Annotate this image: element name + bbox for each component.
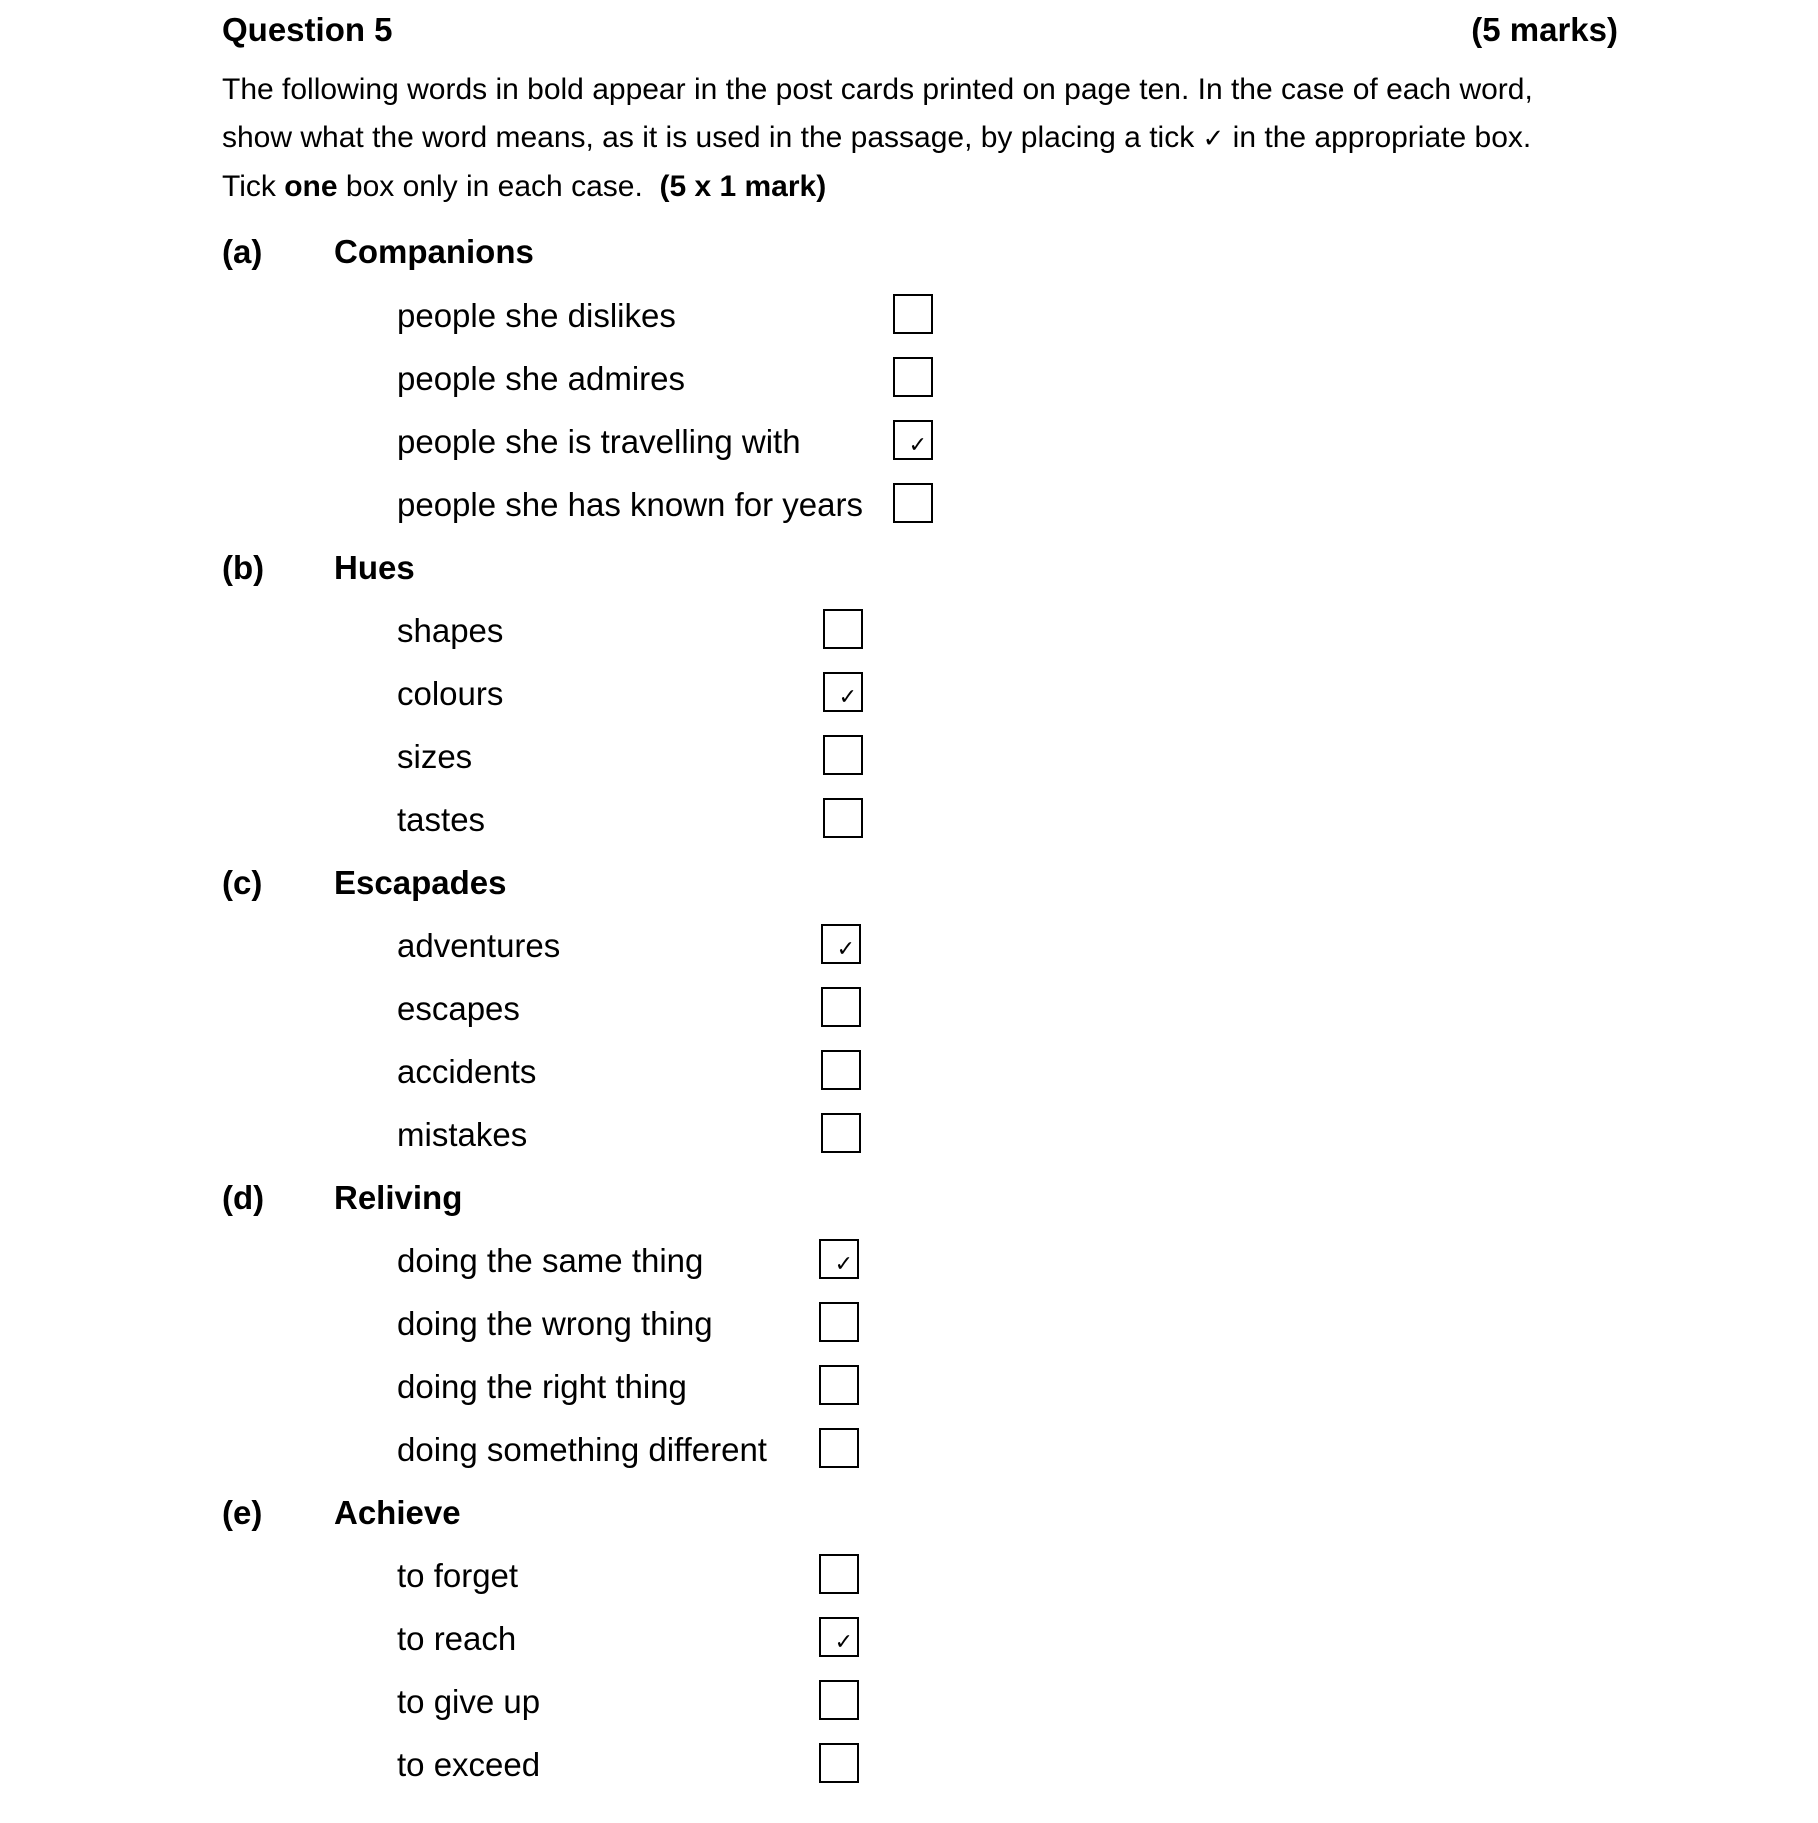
option-label: colours	[397, 675, 504, 712]
part-word: Escapades	[334, 864, 507, 901]
part-letter: (e)	[222, 1494, 263, 1531]
option-label: adventures	[397, 927, 561, 964]
option-checkbox-checked[interactable]	[819, 1617, 859, 1657]
option-label: people she dislikes	[397, 297, 676, 334]
instructions	[222, 66, 1618, 211]
option-label: accidents	[397, 1053, 537, 1090]
option-label: escapes	[397, 990, 520, 1027]
part-word: Reliving	[334, 1179, 463, 1216]
instructions-line-3: Tick one box only in each case. (5 x 1 mark)	[222, 170, 827, 203]
option-checkbox[interactable]	[823, 735, 863, 775]
option-label: mistakes	[397, 1116, 528, 1153]
checkmark-icon: ✓	[908, 433, 927, 458]
checkmark-icon: ✓	[834, 1252, 853, 1277]
option-label: doing the right thing	[397, 1368, 687, 1405]
checkmark-icon: ✓	[834, 1630, 853, 1655]
option-label: people she admires	[397, 360, 686, 397]
option-checkbox[interactable]	[819, 1428, 859, 1468]
instructions-line-1: The following words in bold appear in the post cards printed on page ten. In the case of each word,	[222, 73, 1533, 106]
option-checkbox-checked[interactable]	[893, 420, 933, 460]
part-letter: (d)	[222, 1179, 265, 1216]
question-marks: (5 marks)	[1471, 11, 1618, 48]
option-checkbox[interactable]	[819, 1302, 859, 1342]
part-letter: (c)	[222, 864, 263, 901]
option-checkbox[interactable]	[821, 987, 861, 1027]
option-checkbox[interactable]	[821, 1113, 861, 1153]
option-checkbox[interactable]	[819, 1365, 859, 1405]
option-checkbox[interactable]	[819, 1743, 859, 1783]
option-checkbox[interactable]	[823, 609, 863, 649]
part-letter: (b)	[222, 549, 265, 586]
option-label: shapes	[397, 612, 504, 649]
option-label: doing the same thing	[397, 1242, 704, 1279]
option-checkbox[interactable]	[893, 294, 933, 334]
option-checkbox-checked[interactable]	[823, 672, 863, 712]
option-checkbox[interactable]	[819, 1554, 859, 1594]
option-label: to forget	[397, 1557, 519, 1594]
option-checkbox[interactable]	[823, 798, 863, 838]
option-label: to give up	[397, 1683, 541, 1720]
option-checkbox[interactable]	[821, 1050, 861, 1090]
checkmark-icon: ✓	[836, 937, 855, 962]
part-word: Hues	[334, 549, 415, 586]
checkmark-icon: ✓	[838, 685, 857, 710]
tick-symbol-icon: ✓	[1202, 123, 1225, 154]
option-checkbox[interactable]	[893, 357, 933, 397]
option-checkbox[interactable]	[819, 1680, 859, 1720]
instructions-marks: (5 x 1 mark)	[659, 170, 827, 203]
option-label: doing something different	[397, 1431, 767, 1468]
option-label: to exceed	[397, 1746, 541, 1783]
option-label: doing the wrong thing	[397, 1305, 713, 1342]
part-word: Achieve	[334, 1494, 461, 1531]
option-checkbox-checked[interactable]	[819, 1239, 859, 1279]
option-checkbox-checked[interactable]	[821, 924, 861, 964]
option-label: tastes	[397, 801, 486, 838]
option-label: people she is travelling with	[397, 423, 801, 460]
instructions-line-2: show what the word means, as it is used in the passage, by placing a tick ✓ in the appropriate box.	[222, 120, 1532, 154]
question-title: Question 5	[222, 11, 393, 48]
option-label: to reach	[397, 1620, 517, 1657]
part-letter: (a)	[222, 233, 263, 270]
option-label: people she has known for years	[397, 486, 863, 523]
question-header	[222, 6, 1618, 54]
option-checkbox[interactable]	[893, 483, 933, 523]
part-word: Companions	[334, 233, 534, 270]
option-label: sizes	[397, 738, 473, 775]
